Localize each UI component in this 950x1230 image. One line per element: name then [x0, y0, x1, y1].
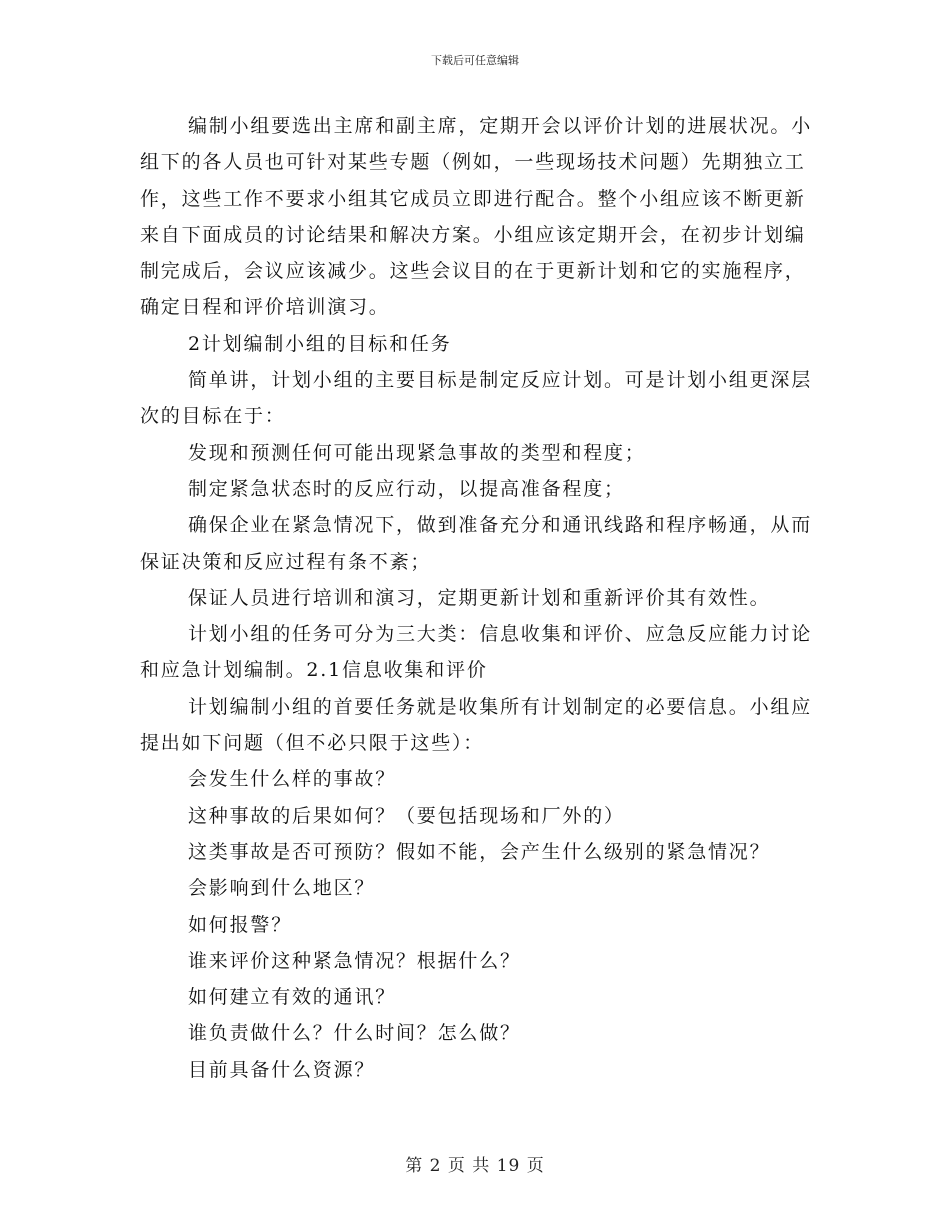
paragraph-group-meetings: 编制小组要选出主席和副主席，定期开会以评价计划的进展状况。小组下的各人员也可针对某些专题（例如，一些现场技术问题）先期独立工作，这些工作不要求小组其它成员立即进行配合。整个小组应该不断更新来自下面成员的讨论结果和解决方案。小组应该定期开会，在初步计划编制完成后，会议应该减少。这些会议目的在于更新计划和它的实施程序，确定日程和评价培训演习。 [140, 115, 813, 319]
page-number-footer: 第 2 页 共 19 页 [405, 1156, 545, 1176]
page-header: 下载后可任意编辑 [431, 54, 519, 67]
document-body [140, 108, 812, 1088]
goal-item-ensure: 确保企业在紧急情况下，做到准备充分和通讯线路和程序畅通，从而保证决策和反应过程有条不紊； [140, 514, 813, 573]
paragraph-main-goal: 简单讲，计划小组的主要目标是制定反应计划。可是计划小组更深层次的目标在于： [140, 369, 813, 428]
question-item: 如何报警？ [188, 913, 293, 936]
question-item: 会影响到什么地区？ [188, 877, 376, 900]
goal-item-training: 保证人员进行培训和演习，定期更新计划和重新评价其有效性。 [188, 586, 771, 609]
goal-item-response: 制定紧急状态时的反应行动，以提高准备程度； [188, 477, 625, 500]
question-item: 谁负责做什么？什么时间？怎么做？ [188, 1022, 521, 1045]
goal-item-predict: 发现和预测任何可能出现紧急事故的类型和程度； [188, 441, 646, 464]
paragraph-task-categories: 计划小组的任务可分为三大类：信息收集和评价、应急反应能力讨论和应急计划编制。2.1信息收集和评价 [140, 623, 813, 682]
question-item: 这类事故是否可预防？假如不能，会产生什么级别的紧急情况？ [188, 840, 771, 863]
section-heading-goals-tasks: 2计划编制小组的目标和任务 [188, 332, 452, 355]
question-item: 这种事故的后果如何？（要包括现场和厂外的） [188, 804, 625, 827]
question-item: 如何建立有效的通讯？ [188, 986, 397, 1009]
question-item: 会发生什么样的事故？ [188, 768, 397, 791]
question-item: 目前具备什么资源？ [188, 1058, 376, 1081]
question-item: 谁来评价这种紧急情况？根据什么？ [188, 949, 521, 972]
paragraph-info-collection: 计划编制小组的首要任务就是收集所有计划制定的必要信息。小组应提出如下问题（但不必只限于这些）： [140, 695, 813, 755]
